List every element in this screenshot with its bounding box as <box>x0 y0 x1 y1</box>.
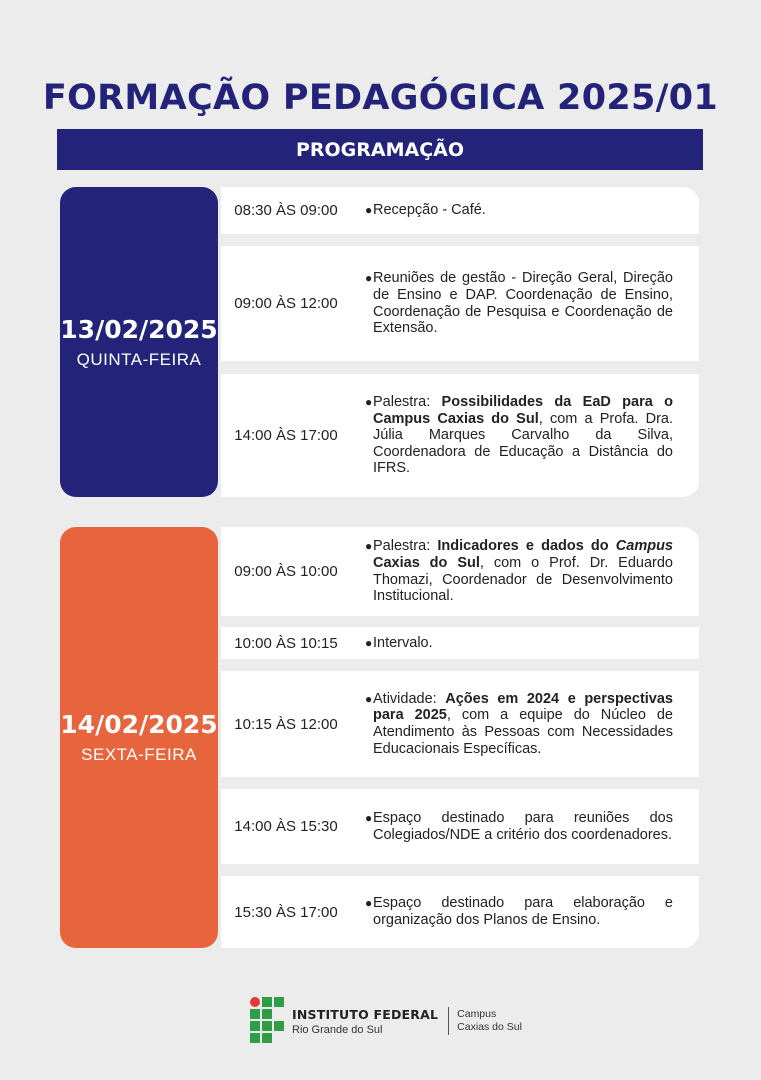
schedule-description <box>373 691 673 757</box>
schedule-time: 15:30 ÀS 17:00 <box>234 903 338 921</box>
day-weekday: QUINTA-FEIRA <box>76 349 202 369</box>
talk-title-italic: Campus <box>615 538 673 555</box>
schedule-time: 09:00 ÀS 10:00 <box>234 563 338 580</box>
schedule-time: 14:00 ÀS 15:30 <box>234 818 338 835</box>
schedule-description: Intervalo. <box>373 634 433 651</box>
institution-logo <box>250 996 522 1046</box>
schedule-row <box>221 187 699 234</box>
description-prefix: Atividade: <box>373 690 446 707</box>
description-suffix: , com a Profa. Dra. Júlia Marques Carvalho da Silva, Coordenadora de Educação a Distância do IFRS. <box>373 410 673 477</box>
description-suffix: , com a equipe do Núcleo de Atendimento às Pessoas com Necessidades Educacionais Específicas. <box>373 707 673 757</box>
day-block-1 <box>60 187 218 497</box>
bullet-icon: ● <box>365 271 373 286</box>
day-weekday: SEXTA-FEIRA <box>81 745 197 764</box>
schedule-row <box>221 789 699 864</box>
bullet-icon: ● <box>365 635 373 650</box>
description-prefix: Palestra: <box>373 538 438 555</box>
schedule-row <box>221 627 699 659</box>
talk-title-end: Caxias do Sul <box>373 554 480 571</box>
schedule-row <box>221 527 699 616</box>
schedule-time: 10:00 ÀS 10:15 <box>234 634 338 652</box>
schedule-description <box>373 538 673 604</box>
schedule-time: 08:30 ÀS 09:00 <box>234 202 338 219</box>
schedule-description <box>373 394 673 477</box>
schedule-time: 09:00 ÀS 12:00 <box>234 295 338 312</box>
campus-line-1: Campus <box>457 1008 497 1020</box>
bullet-icon: ● <box>365 810 373 825</box>
description-prefix: Palestra: <box>373 394 442 411</box>
programming-banner: PROGRAMAÇÃO <box>57 129 703 170</box>
bullet-icon: ● <box>365 395 373 410</box>
campus-line-2: Caxias do Sul <box>457 1021 522 1033</box>
schedule-description: Espaço destinado para elaboração e organização dos Planos de Ensino. <box>373 895 673 928</box>
schedule-row <box>221 246 699 361</box>
talk-title: Indicadores e dados do <box>437 538 616 555</box>
schedule-row <box>221 671 699 777</box>
schedule-time: 14:00 ÀS 17:00 <box>234 427 338 444</box>
schedule-row <box>221 876 699 948</box>
if-logo-icon <box>250 997 284 1045</box>
campus-name <box>457 1008 522 1034</box>
day-block-2 <box>60 527 218 948</box>
bullet-icon: ● <box>365 203 373 218</box>
schedule-time: 10:15 ÀS 12:00 <box>234 715 338 733</box>
description-suffix: , com o Prof. Dr. Eduardo Thomazi, Coordenador de Desenvolvimento Institucional. <box>373 554 673 605</box>
schedule-row <box>221 374 699 497</box>
activity-title: Ações em 2024 e perspectivas para 2025 <box>373 690 673 724</box>
bullet-icon: ● <box>365 896 373 911</box>
bullet-icon: ● <box>365 691 373 706</box>
day-date: 14/02/2025 <box>60 710 218 739</box>
page-title: FORMAÇÃO PEDAGÓGICA 2025/01 <box>42 78 719 118</box>
institution-state: Rio Grande do Sul <box>292 1023 383 1036</box>
institution-name: INSTITUTO FEDERAL <box>292 1006 439 1022</box>
bullet-icon: ● <box>365 539 373 554</box>
day-date: 13/02/2025 <box>60 314 218 344</box>
schedule-description: Reuniões de gestão - Direção Geral, Direção de Ensino e DAP. Coordenação de Ensino, Coordenação de Pesquisa e Coordenação de Extensão. <box>373 270 673 337</box>
logo-divider <box>448 1007 449 1035</box>
schedule-description: Recepção - Café. <box>373 202 486 219</box>
talk-title: Possibilidades da EaD para o Campus Caxias do Sul <box>373 394 673 427</box>
schedule-description: Espaço destinado para reuniões dos Colegiados/NDE a critério dos coordenadores. <box>373 809 673 843</box>
